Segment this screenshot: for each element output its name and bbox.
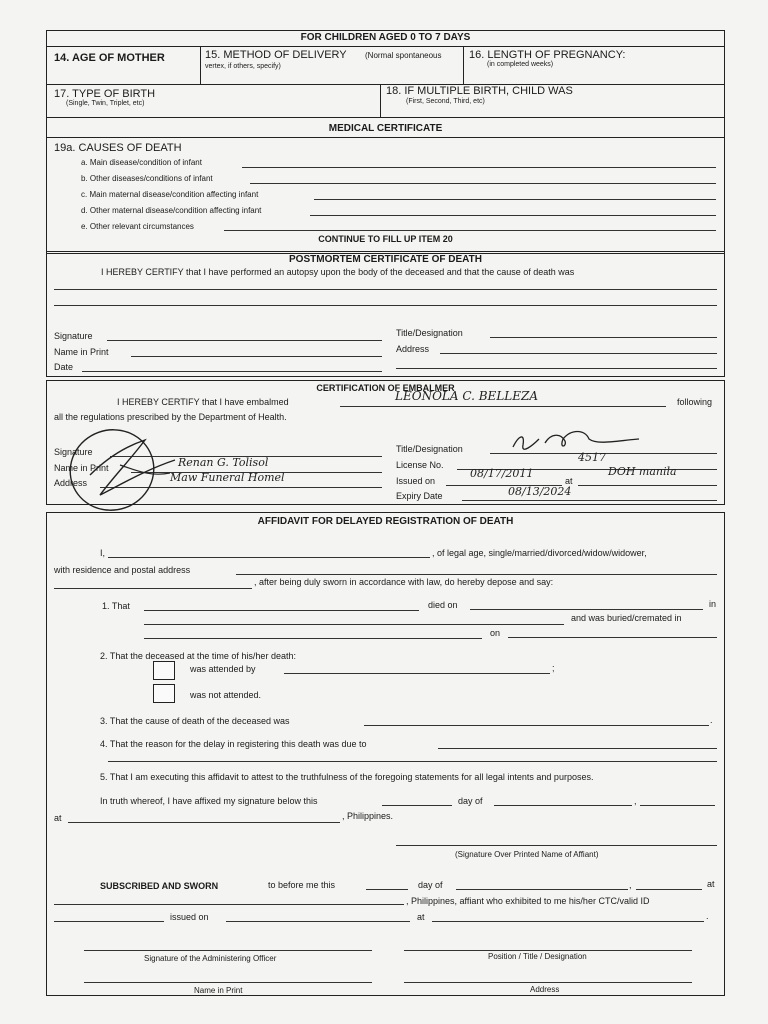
postmortem-address-line[interactable] (440, 353, 717, 354)
divider (46, 46, 725, 47)
length-of-pregnancy-note: (in completed weeks) (487, 61, 554, 68)
embalmer-at-handwriting: DOH manila (608, 465, 677, 478)
p1-place-line[interactable] (144, 624, 564, 625)
embalmer-at-line[interactable] (578, 485, 717, 486)
embalmer-title-signature (505, 425, 645, 460)
postmortem-date-line[interactable] (82, 371, 382, 372)
p3-cause-line[interactable] (364, 725, 709, 726)
embalmer-address-handwriting: Maw Funeral Homel (170, 471, 285, 484)
postmortem-title-line[interactable] (490, 337, 717, 338)
postmortem-name-label: Name in Print (54, 347, 109, 357)
cause-line-a[interactable] (242, 167, 716, 168)
affidavit-header: AFFIDAVIT FOR DELAYED REGISTRATION OF DEATH (257, 516, 514, 527)
p1-on: on (490, 628, 501, 638)
postmortem-certify: I HEREBY CERTIFY that I have performed an autopsy upon the body of the deceased and that the cause of death was (101, 267, 575, 277)
embalmer-title-label: Title/Designation (396, 444, 463, 454)
affidavit-sworn: , after being duly sworn in accordance with law, do hereby depose and say: (254, 577, 554, 587)
subscribed-comma: , (629, 880, 632, 890)
embalmer-address-label: Address (54, 478, 88, 488)
truth-philippines: , Philippines. (342, 811, 394, 821)
divider (46, 117, 725, 118)
cause-item-b: b. Other diseases/conditions of infant (81, 174, 213, 183)
p2-attended: was attended by (190, 664, 256, 674)
subscribed-exhibited: , Philippines, affiant who exhibited to me his/her CTC/valid ID (406, 896, 650, 906)
position-line[interactable] (404, 950, 692, 951)
embalmer-expiry-label: Expiry Date (396, 491, 443, 501)
embalmer-following: following (677, 397, 713, 407)
embalmer-issued-label: Issued on (396, 476, 436, 486)
issued-end: . (706, 911, 709, 921)
postmortem-title-label: Title/Designation (396, 328, 463, 338)
affidavit-i: I, (100, 548, 106, 558)
continue-note: CONTINUE TO FILL UP ITEM 20 (318, 234, 453, 244)
issued-on-line[interactable] (226, 921, 410, 922)
postmortem-name-line[interactable] (131, 356, 382, 357)
length-of-pregnancy-label: 16. LENGTH OF PREGNANCY: (469, 49, 626, 61)
truth-year-line[interactable] (640, 805, 715, 806)
p3: 3. That the cause of death of the deceased was (100, 716, 290, 726)
cause-item-e: e. Other relevant circumstances (81, 222, 194, 231)
method-of-delivery-note2: vertex, if others, specify) (205, 63, 281, 70)
affiant-signature-line[interactable] (396, 845, 717, 846)
p4-reason-line-2[interactable] (108, 761, 717, 762)
position-caption: Position / Title / Designation (488, 952, 587, 961)
p1-buried-place-line[interactable] (144, 638, 482, 639)
embalmer-header: CERTIFICATION OF EMBALMER (316, 383, 455, 393)
embalmer-license-label: License No. (396, 460, 444, 470)
embalmer-expiry-handwriting: 08/13/2024 (508, 485, 572, 498)
cause-item-a: a. Main disease/condition of infant (81, 158, 202, 167)
affidavit-legal-age: , of legal age, single/married/divorced/widow/widower, (432, 548, 647, 558)
p1-date-line[interactable] (470, 609, 703, 610)
method-of-delivery-note: (Normal spontaneous (365, 51, 442, 60)
truth-comma: , (634, 796, 637, 806)
subscribed-day-line[interactable] (366, 889, 408, 890)
divider (380, 84, 381, 117)
p3-end: . (710, 715, 713, 725)
divider (46, 137, 725, 138)
cause-line-b[interactable] (250, 183, 716, 184)
affiant-name-line[interactable] (108, 557, 430, 558)
truth-day-line[interactable] (382, 805, 452, 806)
p4-reason-line[interactable] (438, 748, 717, 749)
embalmer-expiry-line[interactable] (462, 500, 717, 501)
p2-semicolon: ; (552, 663, 555, 673)
postmortem-address-line-2[interactable] (396, 368, 717, 369)
residence-line[interactable] (236, 574, 717, 575)
admin-name-line[interactable] (84, 982, 372, 983)
medical-header: MEDICAL CERTIFICATE (328, 123, 443, 134)
embalmer-stamp-signature (60, 415, 190, 520)
p4: 4. That the reason for the delay in registering this death was due to (100, 739, 367, 749)
issued-on-label: issued on (170, 912, 209, 922)
embalmer-at-label: at (565, 476, 573, 486)
p1-in: in (709, 599, 717, 609)
subscribed-at: at (707, 879, 715, 889)
residence-line-2[interactable] (54, 588, 252, 589)
embalmer-deceased-handwriting: LEONOLA C. BELLEZA (395, 389, 539, 403)
subscribed-label: SUBSCRIBED AND SWORN (100, 881, 219, 891)
attended-by-line[interactable] (284, 673, 550, 674)
truth-at: at (54, 813, 62, 823)
admin-address-line[interactable] (404, 982, 692, 983)
multiple-birth-note: (First, Second, Third, etc) (406, 98, 485, 105)
not-attended-checkbox[interactable] (153, 684, 175, 703)
p1-deceased-line[interactable] (144, 610, 419, 611)
p5: 5. That I am executing this affidavit to attest to the truthfulness of the foregoing statements for all legal intents and purposes. (100, 772, 594, 782)
truth-month-line[interactable] (494, 805, 632, 806)
divider (200, 46, 201, 84)
type-of-birth-note: (Single, Twin, Triplet, etc) (66, 100, 145, 107)
children-header: FOR CHILDREN AGED 0 TO 7 DAYS (300, 32, 471, 43)
issued-at-line[interactable] (432, 921, 704, 922)
cause-item-c: c. Main maternal disease/condition affecting infant (81, 190, 259, 199)
postmortem-cause-line-2[interactable] (54, 305, 717, 306)
postmortem-cause-line-1[interactable] (54, 289, 717, 290)
postmortem-header: POSTMORTEM CERTIFICATE OF DEATH (289, 254, 482, 265)
method-of-delivery-label: 15. METHOD OF DELIVERY (205, 49, 347, 61)
embalmer-signature-label: Signature (54, 447, 93, 457)
embalmer-issued-handwriting: 08/17/2011 (470, 467, 534, 480)
age-of-mother-label: 14. AGE OF MOTHER (54, 52, 165, 64)
embalmer-deceased-line[interactable] (340, 406, 666, 407)
cause-item-d: d. Other maternal disease/condition affecting infant (81, 206, 262, 215)
postmortem-signature-label: Signature (54, 331, 93, 341)
p2-not-attended: was not attended. (190, 690, 262, 700)
p1-buried-date-line[interactable] (508, 637, 717, 638)
postmortem-signature-line[interactable] (107, 340, 382, 341)
admin-address-caption: Address (530, 985, 560, 994)
subscribed-rest: to before me this (268, 880, 336, 890)
p1-buried: and was buried/cremated in (571, 613, 682, 623)
issued-at-label: at (417, 912, 425, 922)
admin-signature-caption: Signature of the Administering Officer (144, 954, 277, 963)
embalmer-certify: I HEREBY CERTIFY that I have embalmed (117, 397, 289, 407)
cause-line-d[interactable] (310, 215, 716, 216)
p2: 2. That the deceased at the time of his/her death: (100, 651, 296, 661)
embalmer-regulations: all the regulations prescribed by the Department of Health. (54, 412, 287, 422)
embalmer-license-handwriting: 4517 (578, 451, 606, 464)
truth-day-of: day of (458, 796, 483, 806)
admin-name-caption: Name in Print (194, 986, 243, 995)
truth-place-line[interactable] (68, 822, 340, 823)
causes-title: 19a. CAUSES OF DEATH (54, 142, 182, 154)
affiant-signature-caption: (Signature Over Printed Name of Affiant) (455, 850, 599, 859)
admin-signature-line[interactable] (84, 950, 372, 951)
subscribed-year-line[interactable] (636, 889, 702, 890)
affidavit-residence: with residence and postal address (54, 565, 191, 575)
type-of-birth-label: 17. TYPE OF BIRTH (54, 88, 156, 100)
cause-line-c[interactable] (314, 199, 716, 200)
p1-died-on: died on (428, 600, 458, 610)
subscribed-month-line[interactable] (456, 889, 628, 890)
cause-line-e[interactable] (224, 230, 716, 231)
truth-whereof: In truth whereof, I have affixed my signature below this (100, 796, 318, 806)
subscribed-day-of: day of (418, 880, 443, 890)
multiple-birth-label: 18. IF MULTIPLE BIRTH, CHILD WAS (386, 85, 573, 97)
embalmer-name-handwriting: Renan G. Tolisol (178, 456, 269, 469)
postmortem-address-label: Address (396, 344, 430, 354)
id-number-line[interactable] (54, 921, 164, 922)
p1-that: 1. That (102, 601, 130, 611)
postmortem-date-label: Date (54, 362, 74, 372)
embalmer-name-label: Name in Print (54, 463, 109, 473)
divider (463, 46, 464, 84)
attended-checkbox[interactable] (153, 661, 175, 680)
subscribed-place-line[interactable] (54, 904, 404, 905)
